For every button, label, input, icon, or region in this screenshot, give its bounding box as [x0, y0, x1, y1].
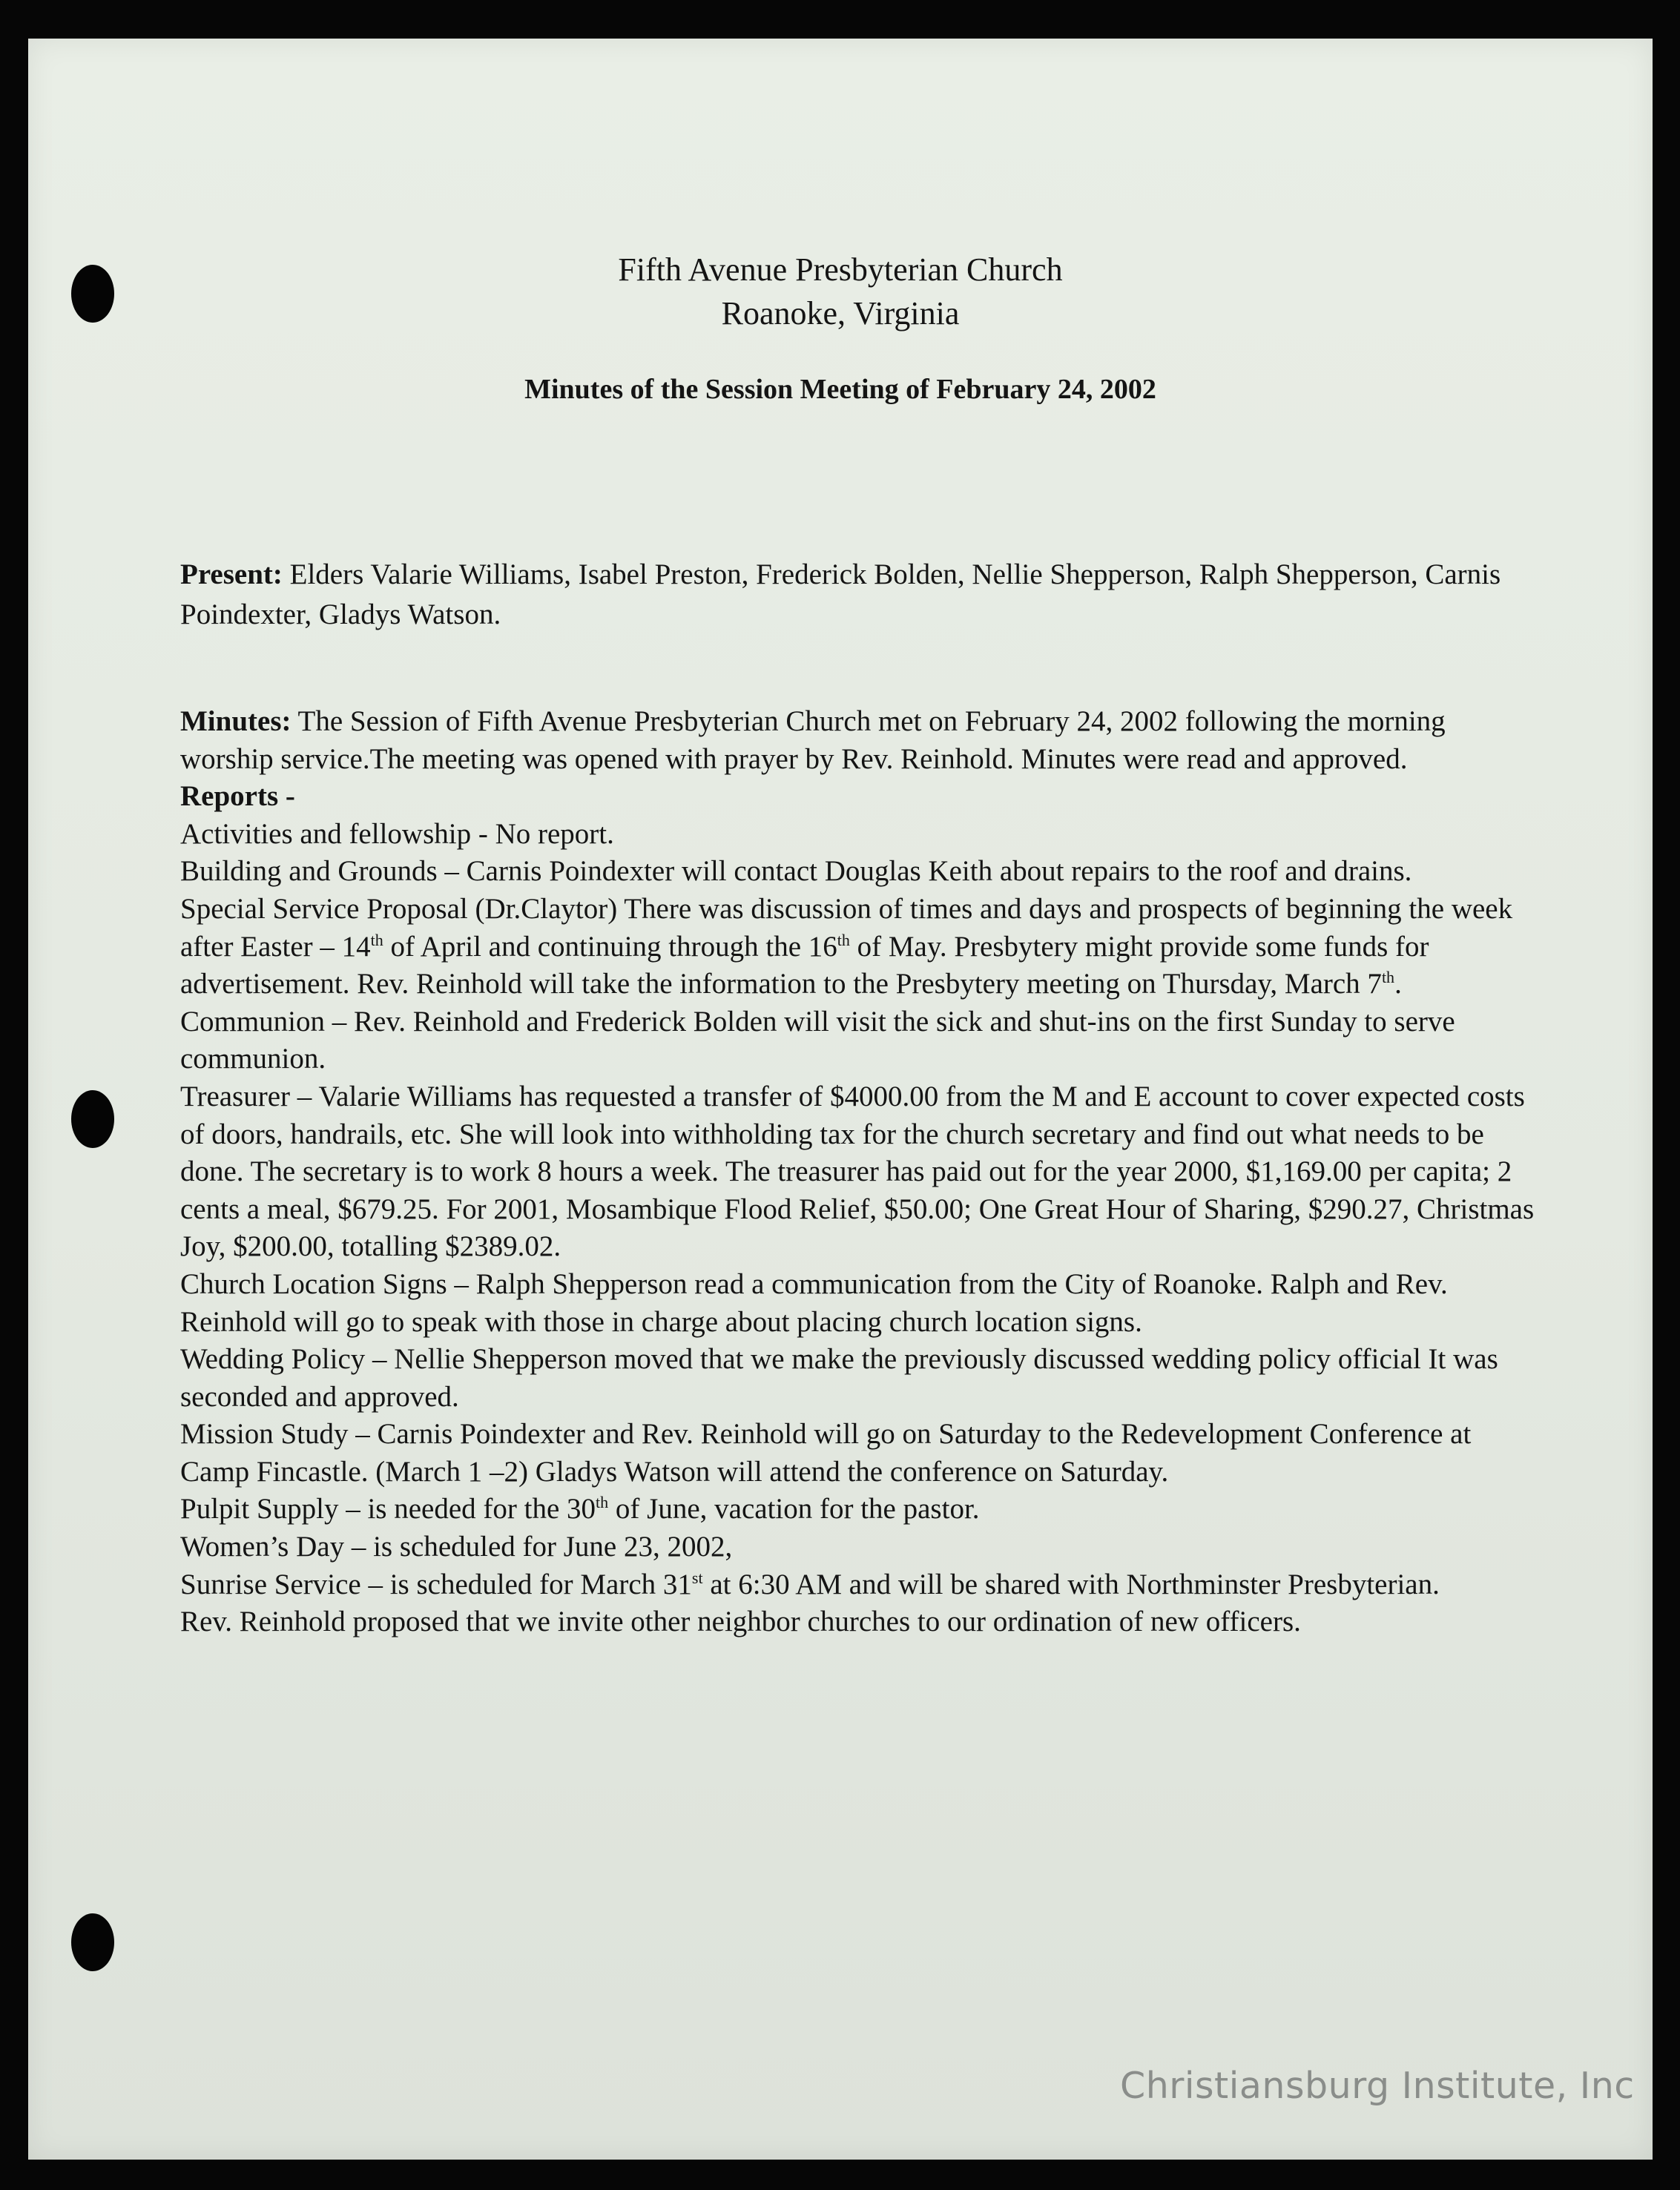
report-location-signs: Church Location Signs – Ralph Shepperson read a communication from the City of Roanoke. Ralph and Rev. Reinhold will go to speak with those in charge about placing church location signs.: [180, 1267, 1448, 1338]
minutes-section: [180, 703, 1545, 1641]
sunrise-text-2: at 6:30 AM and will be shared with Northminster Presbyterian.: [702, 1568, 1440, 1600]
pulpit-text-2: of June, vacation for the pastor.: [608, 1493, 980, 1526]
sunrise-text-1: Sunrise Service – is scheduled for March 31: [180, 1568, 692, 1600]
report-communion: Communion – Rev. Reinhold and Frederick Bolden will visit the sick and shut-ins on the first Sunday to serve communion.: [180, 1005, 1455, 1075]
church-name: Fifth Avenue Presbyterian Church: [618, 251, 1063, 288]
report-mission-study: Mission Study – Carnis Poindexter and Rev. Reinhold will go on Saturday to the Redevelopment Conference at Camp Fincastle. (March 1 –2) Gladys Watson will attend the conference on Saturday.: [180, 1418, 1472, 1488]
report-wedding-policy: Wedding Policy – Nellie Shepperson moved that we make the previously discussed wedding policy official It was seconded and approved.: [180, 1343, 1498, 1413]
minutes-paragraph: [180, 703, 1545, 778]
minutes-label: Minutes:: [180, 705, 291, 737]
special-text-3: of May. Presbytery might provide some funds for advertisement. Rev. Reinhold will take the information to the Presbytery meeting on Thursday, March 7: [180, 930, 1429, 1000]
present-paragraph: [180, 555, 1530, 635]
reports-heading: Reports -: [180, 780, 295, 813]
ordinal-suffix: th: [837, 930, 850, 949]
report-womens-day: Women’s Day – is scheduled for June 23, 2002,: [180, 1531, 733, 1563]
pulpit-text-1: Pulpit Supply – is needed for the 30: [180, 1493, 596, 1526]
special-text-1: Special Service Proposal (Dr.Claytor) There was discussion of times and days and prospects of beginning the week after Easter – 14: [180, 892, 1513, 963]
ordinal-suffix: th: [596, 1493, 609, 1512]
report-activities: Activities and fellowship - No report.: [180, 817, 614, 850]
report-pulpit-supply: [180, 1491, 1545, 1528]
present-text: Elders Valarie Williams, Isabel Preston, Frederick Bolden, Nellie Shepperson, Ralph Shepperson, Carnis Poindexter, Gladys Watson.: [180, 558, 1501, 630]
ordinal-suffix: th: [370, 930, 383, 949]
document-body: [28, 39, 1653, 2160]
ordinal-suffix: st: [691, 1568, 703, 1587]
report-ordination: Rev. Reinhold proposed that we invite other neighbor churches to our ordination of new officers.: [180, 1606, 1301, 1638]
paper-sheet: [28, 39, 1653, 2160]
present-label: Present:: [180, 558, 283, 590]
church-location: Roanoke, Virginia: [721, 295, 960, 332]
report-sunrise-service: [180, 1566, 1545, 1604]
report-special-service: [180, 891, 1545, 1003]
watermark: Christiansburg Institute, Inc: [1120, 2065, 1635, 2107]
ordinal-suffix: th: [1381, 968, 1395, 987]
report-treasurer: Treasurer – Valarie Williams has requested a transfer of $4000.00 from the M and E account to cover expected costs of doors, handrails, etc. She will look into withholding tax for the church secretary and find out what needs to be done. The secretary is to work 8 hours a week. The treasurer has paid out for the year 2000, $1,169.00 per capita; 2 cents a meal, $679.25. For 2001, Mosambique Flood Relief, $50.00; One Great Hour of Sharing, $290.27, Christmas Joy, $200.00, totalling $2389.02.: [180, 1080, 1535, 1263]
report-building-grounds: Building and Grounds – Carnis Poindexter will contact Douglas Keith about repairs to the roof and drains.: [180, 855, 1412, 888]
minutes-text: The Session of Fifth Avenue Presbyterian Church met on February 24, 2002 following the morning worship service.The meeting was opened with prayer by Rev. Reinhold. Minutes were read and approved.: [180, 705, 1446, 775]
special-text-2: of April and continuing through the 16: [383, 930, 837, 963]
special-text-4: .: [1394, 968, 1402, 1000]
document-title: Minutes of the Session Meeting of February 24, 2002: [524, 374, 1156, 405]
